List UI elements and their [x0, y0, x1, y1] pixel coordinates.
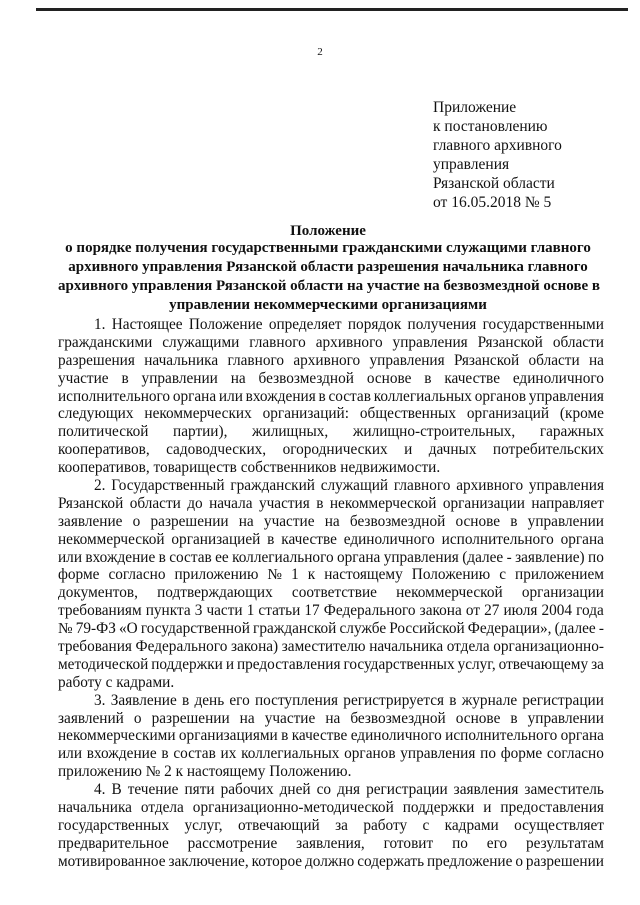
- paragraph-line: государственных услуг, отвечающий за работу с кадрами осуществляет: [58, 816, 604, 834]
- paragraph-line: приложению № 2 к настоящему Положению.: [58, 763, 352, 781]
- paragraph-line: документов, подтверждающих соответствие некоммерческой организации: [58, 584, 604, 602]
- paragraph-line: 4. В течение пяти рабочих дней со дня регистрации заявления заместитель: [94, 781, 604, 799]
- paragraph-line: разрешения начальника главного архивного управления Рязанской области на: [58, 351, 604, 369]
- paragraph-line: мотивированное заключение, которое должно содержать предложение о разрешении: [58, 852, 604, 870]
- subtitle-line: о порядке получения государственными гражданскими служащими главного: [65, 240, 591, 256]
- annex-line: Рязанской области: [433, 175, 555, 192]
- paragraph-line: 2. Государственный гражданский служащий главного архивного управления: [94, 477, 604, 495]
- page-number: 2: [317, 46, 323, 58]
- paragraph-line: некоммерческой организацией в качестве единоличного исполнительного органа: [58, 530, 604, 548]
- paragraph-line: начальника отдела организационно-методической поддержки и предоставления: [58, 799, 604, 817]
- annex-line: от 16.05.2018 № 5: [433, 194, 552, 211]
- paragraph-line: работу с кадрами.: [58, 673, 175, 691]
- paragraph-2: [58, 477, 604, 692]
- paragraph-line: кооперативов, садоводческих, огороднических и дачных потребительских: [58, 441, 604, 459]
- paragraph-line: требования Федерального закона) заместителю начальника отдела организационно-: [58, 638, 604, 656]
- paragraph-line: или вхождение в состав их коллегиальных органов управления по форме согласно: [58, 745, 604, 763]
- annex-line: главного архивного: [433, 137, 562, 154]
- paragraph-line: Рязанской области до начала участия в некоммерческой организации направляет: [58, 494, 604, 512]
- annex-line: к постановлению: [433, 118, 548, 135]
- document-body: [58, 316, 604, 871]
- subtitle-line: управлении некоммерческими организациями: [169, 297, 487, 313]
- paragraph-line: политической партии), жилищных, жилищно-строительных, гаражных: [58, 423, 604, 441]
- paragraph-line: некоммерческими организациями в качестве единоличного исполнительного органа: [58, 727, 604, 745]
- paragraph-line: или вхождение в состав ее коллегиального органа управления (далее - заявление) по: [58, 548, 604, 566]
- document-subtitle: [58, 239, 598, 315]
- paragraph-line: форме согласно приложению № 1 к настоящему Положению с приложением: [58, 566, 604, 584]
- paragraph-line: гражданскими служащими главного архивного управления Рязанской области: [58, 333, 604, 351]
- annex-block: [433, 98, 633, 212]
- paragraph-line: предварительное рассмотрение заявления, готовит по его результатам: [58, 834, 604, 852]
- paragraph-line: № 79-ФЗ «О государственной гражданской службе Российской Федерации», (далее -: [58, 620, 604, 638]
- paragraph-1: [58, 316, 604, 477]
- paragraph-line: кооперативов, товариществ собственников недвижимости.: [58, 459, 441, 477]
- document-title: Положение: [290, 223, 366, 239]
- paragraph-line: участие в управлении на безвозмездной основе в качестве единоличного: [58, 369, 604, 387]
- annex-line: управления: [433, 156, 510, 173]
- paragraph-line: следующих некоммерческих организаций: общественных организаций (кроме: [58, 405, 604, 423]
- paragraph-line: 1. Настоящее Положение определяет порядок получения государственными: [94, 316, 604, 333]
- paragraph-line: 3. Заявление в день его поступления регистрируется в журнале регистрации: [94, 691, 604, 709]
- paragraph-line: методической поддержки и предоставления государственных услуг, отвечающему за: [58, 655, 604, 673]
- subtitle-line: архивного управления Рязанской области на участие на безвозмездной основе в: [58, 278, 600, 294]
- paragraph-line: исполнительного органа или вхождения в состав коллегиальных органов управления: [58, 387, 604, 405]
- paragraph-4: [58, 781, 604, 870]
- subtitle-line: архивного управления Рязанской области разрешения начальника главного: [68, 259, 588, 275]
- paragraph-line: заявление о разрешении на участие на безвозмездной основе в управлении: [58, 512, 604, 530]
- annex-line: Приложение: [433, 99, 517, 116]
- paragraph-line: заявлений о разрешении на участие на безвозмездной основе в управлении: [58, 709, 604, 727]
- top-border-line: [36, 8, 628, 11]
- paragraph-line: требованиям пункта 3 части 1 статьи 17 Федерального закона от 27 июля 2004 года: [58, 602, 604, 620]
- paragraph-3: [58, 692, 604, 781]
